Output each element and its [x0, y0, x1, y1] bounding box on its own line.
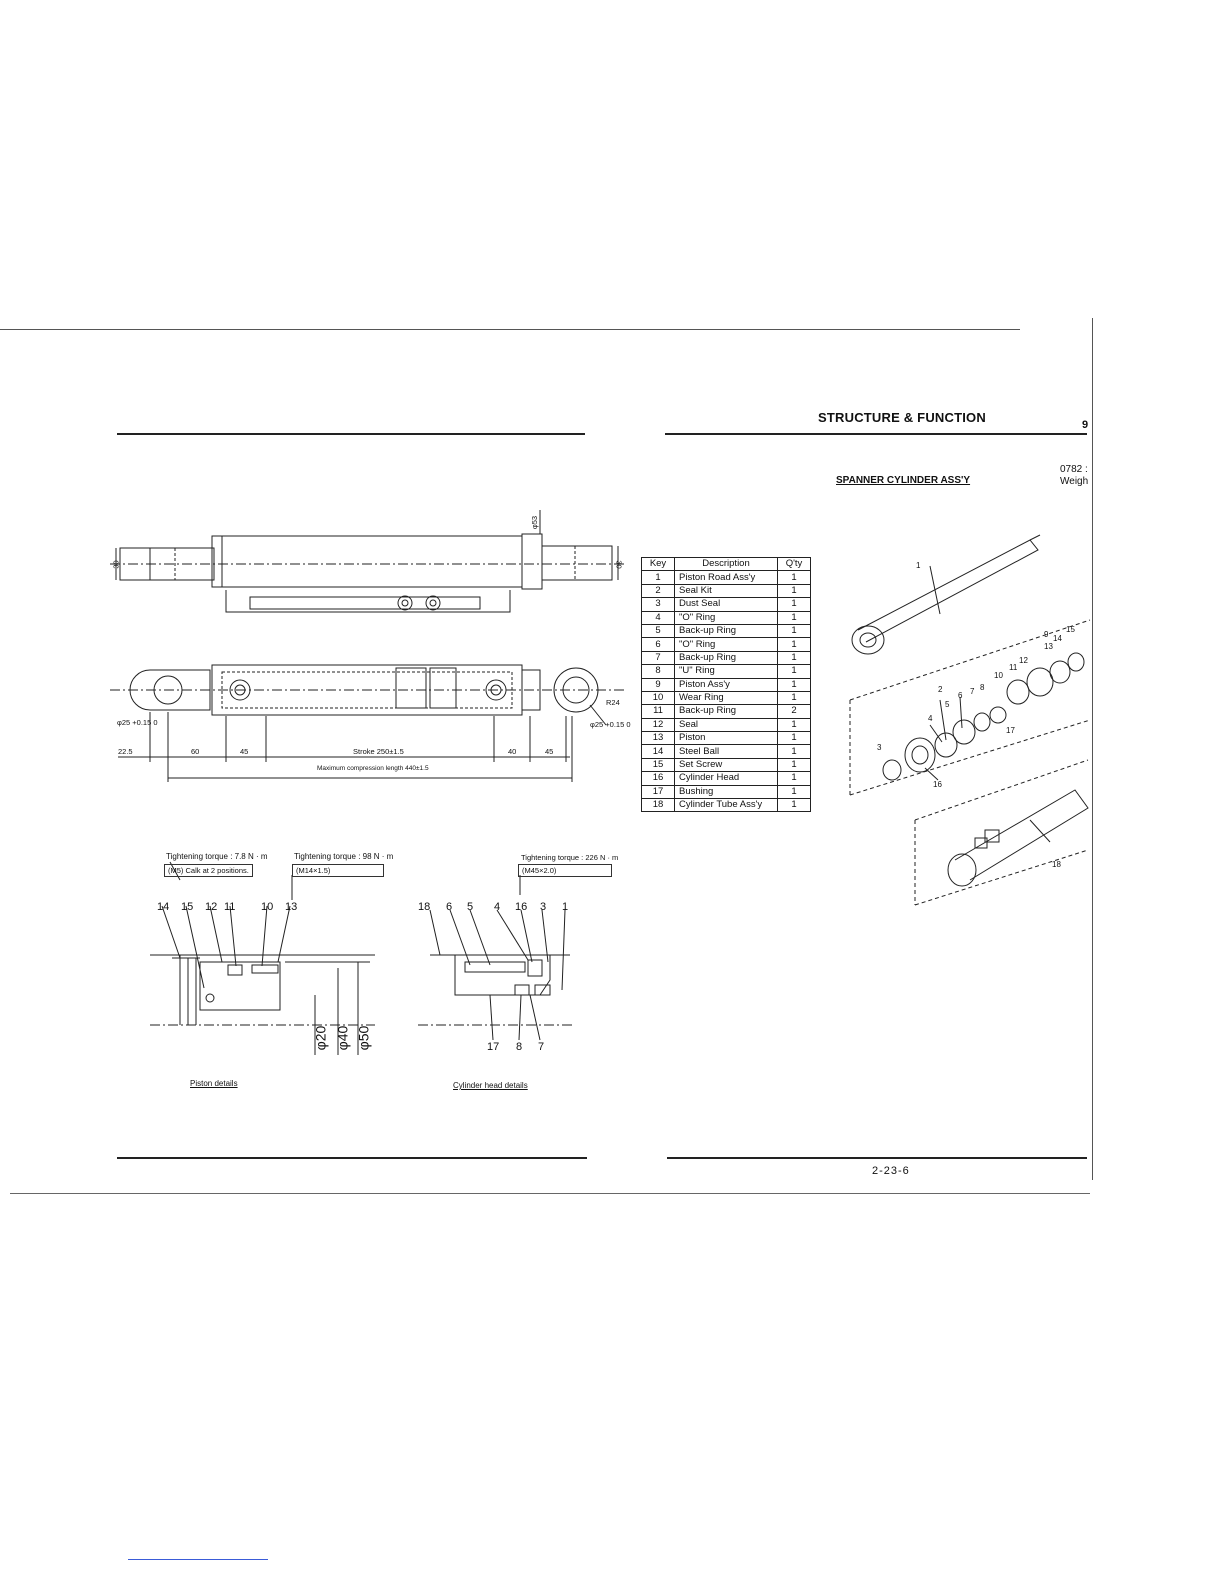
exploded-label-3: 3 — [877, 743, 882, 752]
piston-dia-40: φ40 — [334, 1025, 351, 1051]
top-view-dim-40: 40 — [508, 747, 517, 756]
row-key: 8 — [642, 665, 675, 678]
row-key: 13 — [642, 732, 675, 745]
top-view-stroke: Stroke 250±1.5 — [353, 747, 404, 756]
row-key: 15 — [642, 758, 675, 771]
table-row — [642, 638, 811, 651]
head-callout-6: 6 — [446, 901, 453, 913]
exploded-label-5: 5 — [945, 700, 950, 709]
row-desc: Steel Ball — [675, 745, 778, 758]
row-key: 18 — [642, 799, 675, 812]
top-view-dim-45-left: 45 — [240, 747, 249, 756]
top-view-radius: R24 — [606, 698, 620, 707]
side-view-dim-top-dia: φ53 — [530, 515, 540, 530]
row-desc: Piston Ass'y — [675, 678, 778, 691]
row-qty: 1 — [778, 691, 811, 704]
row-desc: "O" Ring — [675, 611, 778, 624]
piston-callout-11: 11 — [224, 901, 236, 913]
row-qty: 1 — [778, 718, 811, 731]
side-view-drawing — [110, 510, 625, 612]
piston-dia-50: φ50 — [355, 1025, 372, 1051]
row-qty: 1 — [778, 678, 811, 691]
row-key: 10 — [642, 691, 675, 704]
table-row — [642, 705, 811, 718]
row-desc: Dust Seal — [675, 598, 778, 611]
table-row — [642, 718, 811, 731]
row-key: 9 — [642, 678, 675, 691]
row-desc: Cylinder Head — [675, 772, 778, 785]
header-qty: Q'ty — [778, 558, 811, 571]
table-row — [642, 611, 811, 624]
row-qty: 1 — [778, 799, 811, 812]
row-desc: Back-up Ring — [675, 705, 778, 718]
head-callout-4: 4 — [494, 901, 501, 913]
row-key: 5 — [642, 624, 675, 637]
row-desc: Set Screw — [675, 758, 778, 771]
exploded-label-9: 9 — [1044, 630, 1049, 639]
head-torque-note: (M45×2.0) — [518, 864, 612, 877]
cylinder-head-details-caption: Cylinder head details — [453, 1081, 528, 1090]
row-qty: 1 — [778, 758, 811, 771]
row-key: 17 — [642, 785, 675, 798]
page-title: STRUCTURE & FUNCTION — [818, 410, 986, 425]
top-view-max-length: Maximum compression length 440±1.5 — [317, 765, 429, 772]
row-desc: Piston Road Ass'y — [675, 571, 778, 584]
row-desc: Back-up Ring — [675, 624, 778, 637]
row-qty: 1 — [778, 785, 811, 798]
table-row — [642, 665, 811, 678]
exploded-label-16: 16 — [933, 780, 942, 789]
table-row — [642, 624, 811, 637]
doc-code: 0782 : — [1060, 464, 1088, 475]
row-qty: 1 — [778, 571, 811, 584]
head-callout-1: 1 — [562, 901, 569, 913]
row-key: 3 — [642, 598, 675, 611]
header-key: Key — [642, 558, 675, 571]
row-qty: 1 — [778, 651, 811, 664]
head-callout-17: 17 — [487, 1041, 500, 1053]
table-row — [642, 584, 811, 597]
head-callout-7: 7 — [538, 1041, 545, 1053]
top-view-bore-right: φ25 +0.15 0 — [590, 720, 631, 729]
row-qty: 1 — [778, 732, 811, 745]
piston-torque2-label: Tightening torque : 98 N · m — [294, 852, 394, 861]
piston-torque1-note: (M5) Calk at 2 positions. — [164, 864, 253, 877]
row-desc: Bushing — [675, 785, 778, 798]
exploded-view-drawing — [850, 535, 1090, 905]
side-view-dim-right: 30 — [614, 560, 624, 569]
row-key: 1 — [642, 571, 675, 584]
header-description: Description — [675, 558, 778, 571]
row-key: 12 — [642, 718, 675, 731]
table-row — [642, 732, 811, 745]
table-row — [642, 651, 811, 664]
head-callout-5: 5 — [467, 901, 474, 913]
table-row — [642, 571, 811, 584]
exploded-label-8: 8 — [980, 683, 985, 692]
row-qty: 1 — [778, 772, 811, 785]
top-view-bore-left: φ25 +0.15 0 — [117, 718, 158, 727]
exploded-label-17: 17 — [1006, 726, 1015, 735]
row-desc: Cylinder Tube Ass'y — [675, 799, 778, 812]
row-key: 7 — [642, 651, 675, 664]
row-qty: 1 — [778, 584, 811, 597]
head-callout-3: 3 — [540, 901, 547, 913]
row-key: 2 — [642, 584, 675, 597]
exploded-label-11: 11 — [1009, 663, 1018, 672]
weight-label: Weigh — [1060, 476, 1089, 487]
row-key: 16 — [642, 772, 675, 785]
piston-dia-20: φ20 — [312, 1025, 329, 1051]
piston-torque2-note: (M14×1.5) — [292, 864, 384, 877]
exploded-label-18: 18 — [1052, 860, 1061, 869]
table-row — [642, 785, 811, 798]
side-view-dim-left: 30 — [111, 560, 121, 569]
table-row — [642, 758, 811, 771]
head-callout-16: 16 — [515, 901, 528, 913]
table-row — [642, 772, 811, 785]
row-key: 6 — [642, 638, 675, 651]
table-row — [642, 678, 811, 691]
parts-table — [641, 557, 811, 812]
top-view-dim-22-5: 22.5 — [118, 747, 133, 756]
row-qty: 2 — [778, 705, 811, 718]
exploded-label-6: 6 — [958, 691, 963, 700]
row-key: 4 — [642, 611, 675, 624]
piston-details-caption: Piston details — [190, 1079, 238, 1088]
exploded-label-14: 14 — [1053, 634, 1062, 643]
row-desc: "O" Ring — [675, 638, 778, 651]
cylinder-head-drawing — [418, 875, 572, 1040]
row-qty: 1 — [778, 665, 811, 678]
exploded-label-13: 13 — [1044, 642, 1053, 651]
head-torque-label: Tightening torque : 226 N · m — [521, 853, 619, 862]
table-row — [642, 691, 811, 704]
top-view-dim-45-right: 45 — [545, 747, 554, 756]
exploded-label-7: 7 — [970, 687, 975, 696]
row-qty: 1 — [778, 611, 811, 624]
head-callout-8: 8 — [516, 1041, 523, 1053]
row-qty: 1 — [778, 598, 811, 611]
piston-callout-10: 10 — [261, 901, 274, 913]
row-desc: "U" Ring — [675, 665, 778, 678]
top-view-dim-60: 60 — [191, 747, 200, 756]
exploded-label-12: 12 — [1019, 656, 1028, 665]
exploded-label-10: 10 — [994, 671, 1003, 680]
footer-page-ref: 2-23-6 — [872, 1165, 910, 1177]
row-qty: 1 — [778, 638, 811, 651]
table-row — [642, 799, 811, 812]
head-callout-18: 18 — [418, 901, 431, 913]
parts-table-header — [642, 558, 811, 571]
piston-callout-12: 12 — [205, 901, 218, 913]
table-row — [642, 598, 811, 611]
piston-callout-13: 13 — [285, 901, 298, 913]
row-key: 11 — [642, 705, 675, 718]
piston-callout-15: 15 — [181, 901, 194, 913]
page-number: 9 — [1082, 419, 1089, 431]
row-desc: Seal — [675, 718, 778, 731]
exploded-label-15: 15 — [1066, 625, 1075, 634]
exploded-label-1: 1 — [916, 561, 921, 570]
row-key: 14 — [642, 745, 675, 758]
row-qty: 1 — [778, 624, 811, 637]
row-desc: Wear Ring — [675, 691, 778, 704]
row-desc: Back-up Ring — [675, 651, 778, 664]
row-desc: Seal Kit — [675, 584, 778, 597]
table-row — [642, 745, 811, 758]
row-desc: Piston — [675, 732, 778, 745]
piston-torque1-label: Tightening torque : 7.8 N · m — [166, 852, 268, 861]
section-title: SPANNER CYLINDER ASS'Y — [836, 475, 971, 486]
row-qty: 1 — [778, 745, 811, 758]
exploded-label-2: 2 — [938, 685, 943, 694]
exploded-label-4: 4 — [928, 714, 933, 723]
piston-callout-14: 14 — [157, 901, 170, 913]
